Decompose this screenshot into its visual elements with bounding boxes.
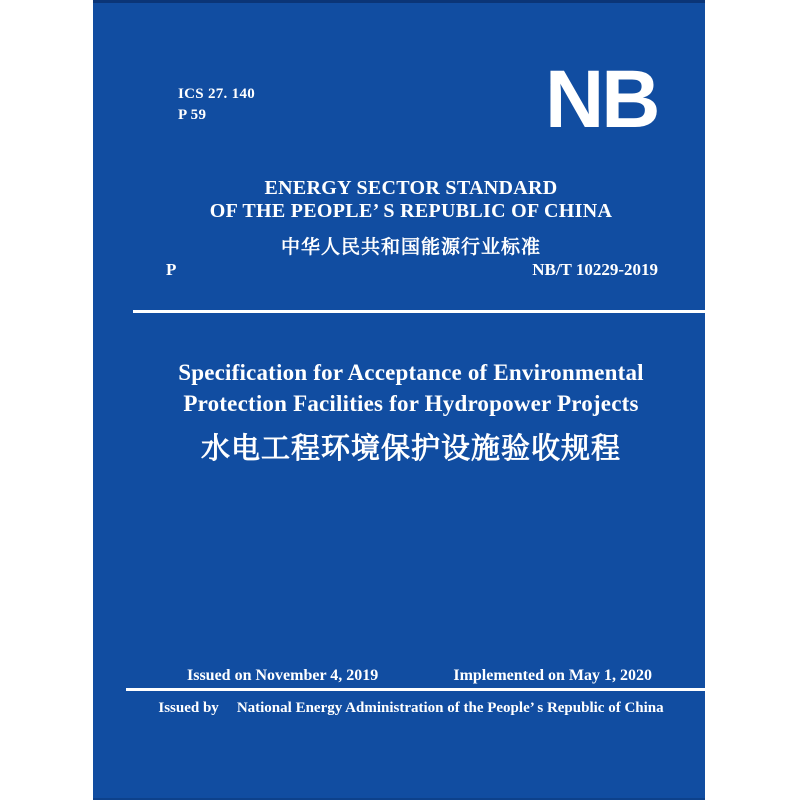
cover-top-edge-shadow [93,0,705,3]
left-code: P [166,260,177,279]
doc-class-code: P 59 [178,107,207,123]
standard-code-row [166,260,658,280]
title-cn: 水电工程环境保护设施验收规程 [200,433,621,465]
standard-header-cn: 中华人民共和国能源行业标准 [280,237,541,258]
issued-on-date: Issued on November 4, 2019 [187,667,379,684]
title-en-line2: Protection Facilities for Hydropower Projects [183,391,639,416]
standard-cover [93,0,705,800]
implemented-on-date: Implemented on May 1, 2020 [453,667,652,684]
issued-by-label: Issued by [158,700,219,716]
header-divider-line [133,310,705,313]
footer-divider-line [126,688,705,691]
standard-number: NB/T 10229-2019 [532,260,658,279]
nb-logo: NB [545,54,658,145]
title-en-line1: Specification for Acceptance of Environmental [178,360,644,385]
standard-header [117,177,705,259]
classification-codes [178,84,255,126]
issued-by-row [117,700,705,717]
title-block [117,357,705,467]
standard-header-en-line2: OF THE PEOPLE’ S REPUBLIC OF CHINA [209,200,613,222]
dates-row [187,667,652,685]
standard-header-en-line1: ENERGY SECTOR STANDARD [264,177,558,199]
ics-code: ICS 27. 140 [178,86,256,102]
issued-by-value: National Energy Administration of the People’ s Republic of China [236,700,664,716]
